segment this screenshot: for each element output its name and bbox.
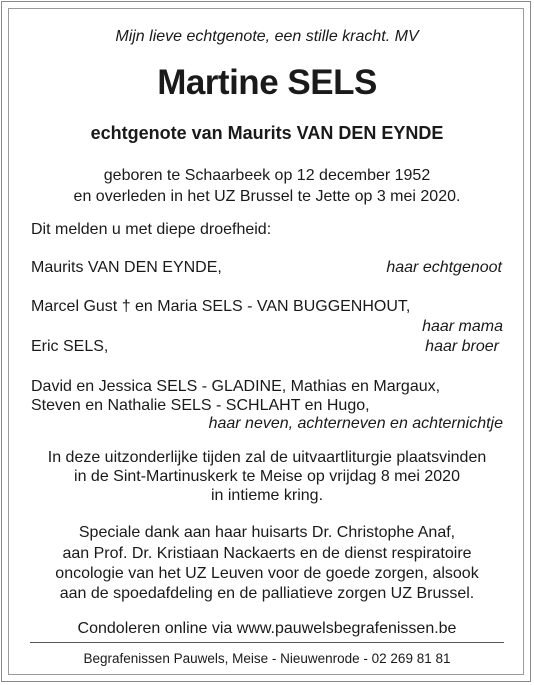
announcement: Dit melden u met diepe droefheid: [31, 221, 272, 238]
nephews-line-1: David en Jessica SELS - GLADINE, Mathias en Margaux, [31, 378, 441, 395]
spouse-name: Maurits VAN DEN EYNDE, [31, 259, 222, 276]
funeral-line-3: in intieme kring. [210, 487, 324, 504]
thanks-line-3: oncologie van het UZ Leuven voor de goede zorgen, alsook [55, 565, 479, 582]
mother-relation: haar mama [422, 318, 503, 335]
brother-relation: haar broer [425, 338, 499, 355]
motto: Mijn lieve echtgenote, een stille kracht. MV [115, 28, 419, 45]
thanks-line-2: aan Prof. Dr. Kristiaan Nackaerts en de dienst respiratoire [62, 545, 472, 562]
death-line: en overleden in het UZ Brussel te Jette op 3 mei 2020. [73, 188, 461, 205]
thanks-line-1: Speciale dank aan haar huisarts Dr. Christophe Anaf, [78, 524, 456, 541]
subtitle: echtgenote van Maurits VAN DEN EYNDE [90, 123, 444, 143]
spouse-relation: haar echtgenoot [386, 259, 502, 276]
brother-name: Eric SELS, [31, 338, 109, 355]
birth-line: geboren te Schaarbeek op 12 december 1952 [103, 167, 431, 184]
nephews-relation: haar neven, achterneven en achternichtje [208, 415, 503, 432]
nephews-line-2: Steven en Nathalie SELS - SCHLAHT en Hugo, [31, 397, 370, 414]
condolences-line: Condoleren online via www.pauwelsbegrafenissen.be [77, 620, 457, 637]
footer: Begrafenissen Pauwels, Meise - Nieuwenrode - 02 269 81 81 [83, 651, 451, 666]
mother-name: Marcel Gust † en Maria SELS - VAN BUGGENHOUT, [31, 298, 411, 315]
deceased-name: Martine SELS [157, 63, 377, 102]
funeral-line-2: in de Sint-Martinuskerk te Meise op vrijdag 8 mei 2020 [74, 468, 460, 485]
footer-divider [30, 642, 504, 643]
funeral-line-1: In deze uitzonderlijke tijden zal de uitvaartliturgie plaatsvinden [47, 449, 487, 466]
thanks-line-4: aan de spoedafdeling en de palliatieve zorgen UZ Brussel. [59, 585, 475, 602]
